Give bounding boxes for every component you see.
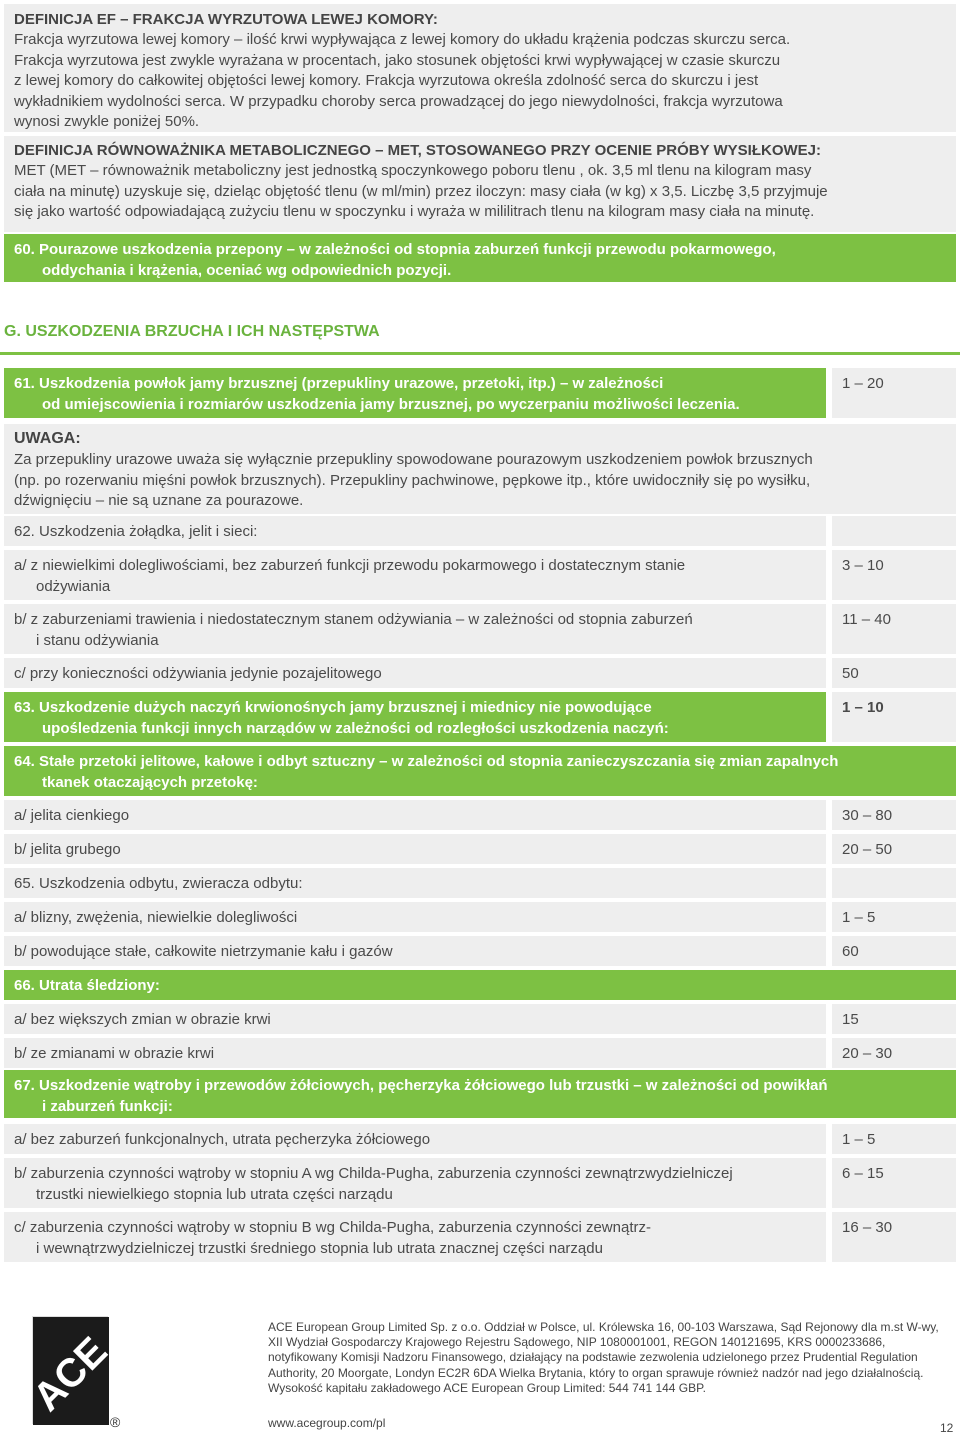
item-64-row — [4, 746, 956, 796]
item-61-row — [4, 368, 956, 418]
row-value: 16 – 30 — [832, 1212, 956, 1262]
table-row — [4, 800, 956, 830]
uwaga-line: (np. po rozerwaniu mięśni powłok brzusznych). Przepukliny pachwinowe, pępkowe itp., które uwidoczniły się po wysiłku, — [14, 471, 811, 489]
row-line: c/ przy konieczności odżywiania jedynie pozajelitowego — [14, 665, 382, 682]
uwaga-title: UWAGA: — [14, 430, 81, 447]
row-line: b/ z zaburzeniami trawienia i niedostatecznym stanem odżywiania – w zależności od stopnia zaburzeń — [14, 611, 693, 628]
definition-met-title: DEFINICJA RÓWNOWAŻNIKA METABOLICZNEGO – MET, STOSOWANEGO PRZY OCENIE PRÓBY WYSIŁKOWEJ: — [14, 142, 821, 159]
row-line: i wewnątrzwydzielniczej trzustki średniego stopnia lub utrata znacznej części narządu — [36, 1239, 603, 1257]
row-line: a/ bez zaburzeń funkcjonalnych, utrata pęcherzyka żółciowego — [14, 1131, 431, 1148]
row-line: a/ jelita cienkiego — [14, 807, 130, 824]
row-line: a/ z niewielkimi dolegliwościami, bez zaburzeń funkcji przewodu pokarmowego i dostatecznym stanie — [14, 557, 686, 574]
row-label — [4, 1070, 956, 1118]
definition-met-line: MET (MET – równoważnik metaboliczny jest jednostką spoczynkowego poboru tlenu , ok. 3,5 ml tlenu na kilogram masy — [14, 162, 812, 179]
section-g-title: G. USZKODZENIA BRZUCHA I ICH NASTĘPSTWA — [4, 323, 380, 340]
table-row — [4, 936, 956, 966]
row-value: 1 – 5 — [832, 1124, 956, 1154]
definition-ef-line: z lewej komory do całkowitej objętości lewej komory. Frakcja wyrzutowa określa zdolność serca do skurczu i jest — [14, 72, 759, 89]
uwaga-line: dźwignięciu – nie są uznane za pourazowe. — [14, 492, 304, 509]
table-row — [4, 550, 956, 600]
row-value: 20 – 50 — [832, 834, 956, 864]
row-line: b/ ze zmianami w obrazie krwi — [14, 1045, 215, 1062]
row-line: 67. Uszkodzenie wątroby i przewodów żółciowych, pęcherzyka żółciowego lub trzustki – w zależności od powikłań — [14, 1077, 828, 1094]
row-label — [4, 834, 826, 864]
table-row — [4, 1212, 956, 1262]
item-60-line: 60. Pourazowe uszkodzenia przepony – w zależności od stopnia zaburzeń funkcji przewodu pokarmowego, — [14, 241, 776, 258]
item-66-row — [4, 970, 956, 1000]
row-label — [4, 1004, 826, 1034]
row-value: 60 — [832, 936, 956, 966]
item-60-row — [4, 234, 956, 282]
ace-logo — [24, 1316, 116, 1424]
definition-ef-box — [4, 4, 956, 132]
item-63-row — [4, 692, 956, 742]
row-label — [4, 1124, 826, 1154]
row-line: 65. Uszkodzenia odbytu, zwieracza odbytu: — [14, 875, 303, 892]
row-value: 50 — [832, 658, 956, 688]
row-line: a/ bez większych zmian w obrazie krwi — [14, 1011, 271, 1028]
table-row — [4, 1124, 956, 1154]
row-line: c/ zaburzenia czynności wątroby w stopniu B wg Childa-Pugha, zaburzenia czynności zewnątrz- — [14, 1219, 651, 1236]
row-value: 6 – 15 — [832, 1158, 956, 1208]
definition-ef-line: Frakcja wyrzutowa jest zwykle wyrażana w procentach, jako stosunek objętości krwi wypływającej w czasie skurczu — [14, 51, 781, 69]
section-divider — [0, 352, 960, 355]
row-label — [4, 746, 956, 796]
table-row — [4, 516, 956, 546]
website-link[interactable]: www.acegroup.com/pl — [268, 1416, 386, 1430]
row-label — [4, 1212, 826, 1262]
table-row — [4, 1038, 956, 1068]
company-info — [268, 1320, 948, 1396]
item-61-line: od umiejscowienia i rozmiarów uszkodzenia jamy brzusznej, po wyczerpaniu możliwości leczenia. — [42, 395, 740, 413]
item-60-line: oddychania i krążenia, oceniać wg odpowiednich pozycji. — [42, 261, 452, 279]
item-61-line: 61. Uszkodzenia powłok jamy brzusznej (przepukliny urazowe, przetoki, itp.) – w zależności — [14, 375, 664, 392]
row-label — [4, 1158, 826, 1208]
item-61-value: 1 – 20 — [832, 368, 956, 418]
definition-met-line: się jako wartość odpowiadającą zużyciu tlenu w spoczynku i wyraża w mililitrach tlenu na kilogram masy ciała na minutę. — [14, 203, 815, 220]
row-line: odżywiania — [36, 577, 111, 595]
company-info-line: XII Wydział Gospodarczy Krajowego Rejestru Sądowego, NIP 1080001001, REGON 140121695, KRS 0000233686, — [268, 1335, 886, 1350]
registered-mark: ® — [110, 1414, 121, 1430]
row-line: i zaburzeń funkcji: — [42, 1097, 173, 1115]
row-line: trzustki niewielkiego stopnia lub utrata części narządu — [36, 1185, 393, 1203]
row-line: upośledzenia funkcji innych narządów w zależności od rozległości uszkodzenia naczyń: — [42, 719, 669, 737]
definition-ef-line: Frakcja wyrzutowa lewej komory – ilość krwi wypływająca z lewej komory do układu krążenia podczas skurczu serca. — [14, 31, 791, 48]
item-61-text — [4, 368, 826, 418]
row-value — [832, 868, 956, 898]
item-67-row — [4, 1070, 956, 1118]
row-value: 20 – 30 — [832, 1038, 956, 1068]
definition-ef-title: DEFINICJA EF – FRAKCJA WYRZUTOWA LEWEJ KOMORY: — [14, 11, 438, 28]
row-line: tkanek otaczających przetokę: — [42, 773, 258, 791]
row-line: b/ zaburzenia czynności wątroby w stopniu A wg Childa-Pugha, zaburzenia czynności zewnątrzwydzielniczej — [14, 1165, 733, 1182]
table-row — [4, 868, 956, 898]
row-value — [832, 516, 956, 546]
definition-met-box — [4, 136, 956, 232]
page-number: 12 — [940, 1421, 954, 1435]
definition-ef-line: wynosi zwykle poniżej 50%. — [14, 113, 200, 130]
row-value: 15 — [832, 1004, 956, 1034]
row-value: 3 – 10 — [832, 550, 956, 600]
company-info-line: Authority, 20 Moorgate, Londyn EC2R 6DA Wielka Brytania, który to organ sprawuje również nadzór nad jego działalnością. — [268, 1365, 924, 1380]
row-line: 64. Stałe przetoki jelitowe, kałowe i odbyt sztuczny – w zależności od stopnia zanieczyszczania się zmian zapalnych — [14, 753, 839, 770]
row-value: 11 – 40 — [832, 604, 956, 654]
row-label — [4, 692, 826, 742]
row-line: i stanu odżywiania — [36, 631, 159, 649]
table-row — [4, 902, 956, 932]
row-line: a/ blizny, zwężenia, niewielkie dolegliwości — [14, 909, 298, 926]
row-line: 66. Utrata śledziony: — [14, 977, 160, 994]
row-label — [4, 1038, 826, 1068]
row-line: b/ jelita grubego — [14, 841, 121, 858]
row-label — [4, 902, 826, 932]
row-label — [4, 936, 826, 966]
row-line: 62. Uszkodzenia żołądka, jelit i sieci: — [14, 523, 258, 540]
company-info-line: ACE European Group Limited Sp. z o.o. Oddział w Polsce, ul. Królewska 16, 00-103 Warszawa, Sąd Rejonowy dla m.st W-wy, — [268, 1320, 939, 1334]
row-value: 30 – 80 — [832, 800, 956, 830]
company-info-line: notyfikowany Komisji Nadzoru Finansowego, działający na podstawie zezwolenia udzielonego przez Prudential Regulation — [268, 1350, 918, 1365]
ace-logo-icon — [24, 1317, 116, 1425]
uwaga-note — [4, 424, 956, 514]
table-row — [4, 834, 956, 864]
definition-ef-line: wykładnikiem wydolności serca. W przypadku choroby serca prowadzącej do jego niewydolności, frakcja wyrzutowa — [14, 92, 783, 110]
table-row — [4, 1158, 956, 1208]
row-label — [4, 604, 826, 654]
row-label — [4, 516, 826, 546]
uwaga-line: Za przepukliny urazowe uważa się wyłącznie przepukliny spowodowane pourazowym uszkodzeniem powłok brzusznych — [14, 451, 813, 468]
row-line: b/ powodujące stałe, całkowite nietrzymanie kału i gazów — [14, 943, 393, 960]
row-label — [4, 868, 826, 898]
row-value: 1 – 10 — [832, 692, 956, 742]
row-label — [4, 800, 826, 830]
row-value: 1 – 5 — [832, 902, 956, 932]
table-row — [4, 604, 956, 654]
logo-lettering: ACE — [24, 1328, 116, 1420]
row-label — [4, 550, 826, 600]
definition-met-line: ciała na minutę) uzyskuje się, dzieląc objętość tlenu (w ml/min) przez iloczyn: masy ciała (w kg) x 3,5. Liczbę 3,5 przyjmuje — [14, 182, 828, 200]
table-row — [4, 658, 956, 688]
row-label — [4, 970, 956, 1000]
table-row — [4, 1004, 956, 1034]
company-info-line: Wysokość kapitału zakładowego ACE European Group Limited: 544 741 144 GBP. — [268, 1380, 706, 1395]
row-line: 63. Uszkodzenie dużych naczyń krwionośnych jamy brzusznej i miednicy nie powodujące — [14, 699, 652, 716]
row-label — [4, 658, 826, 688]
